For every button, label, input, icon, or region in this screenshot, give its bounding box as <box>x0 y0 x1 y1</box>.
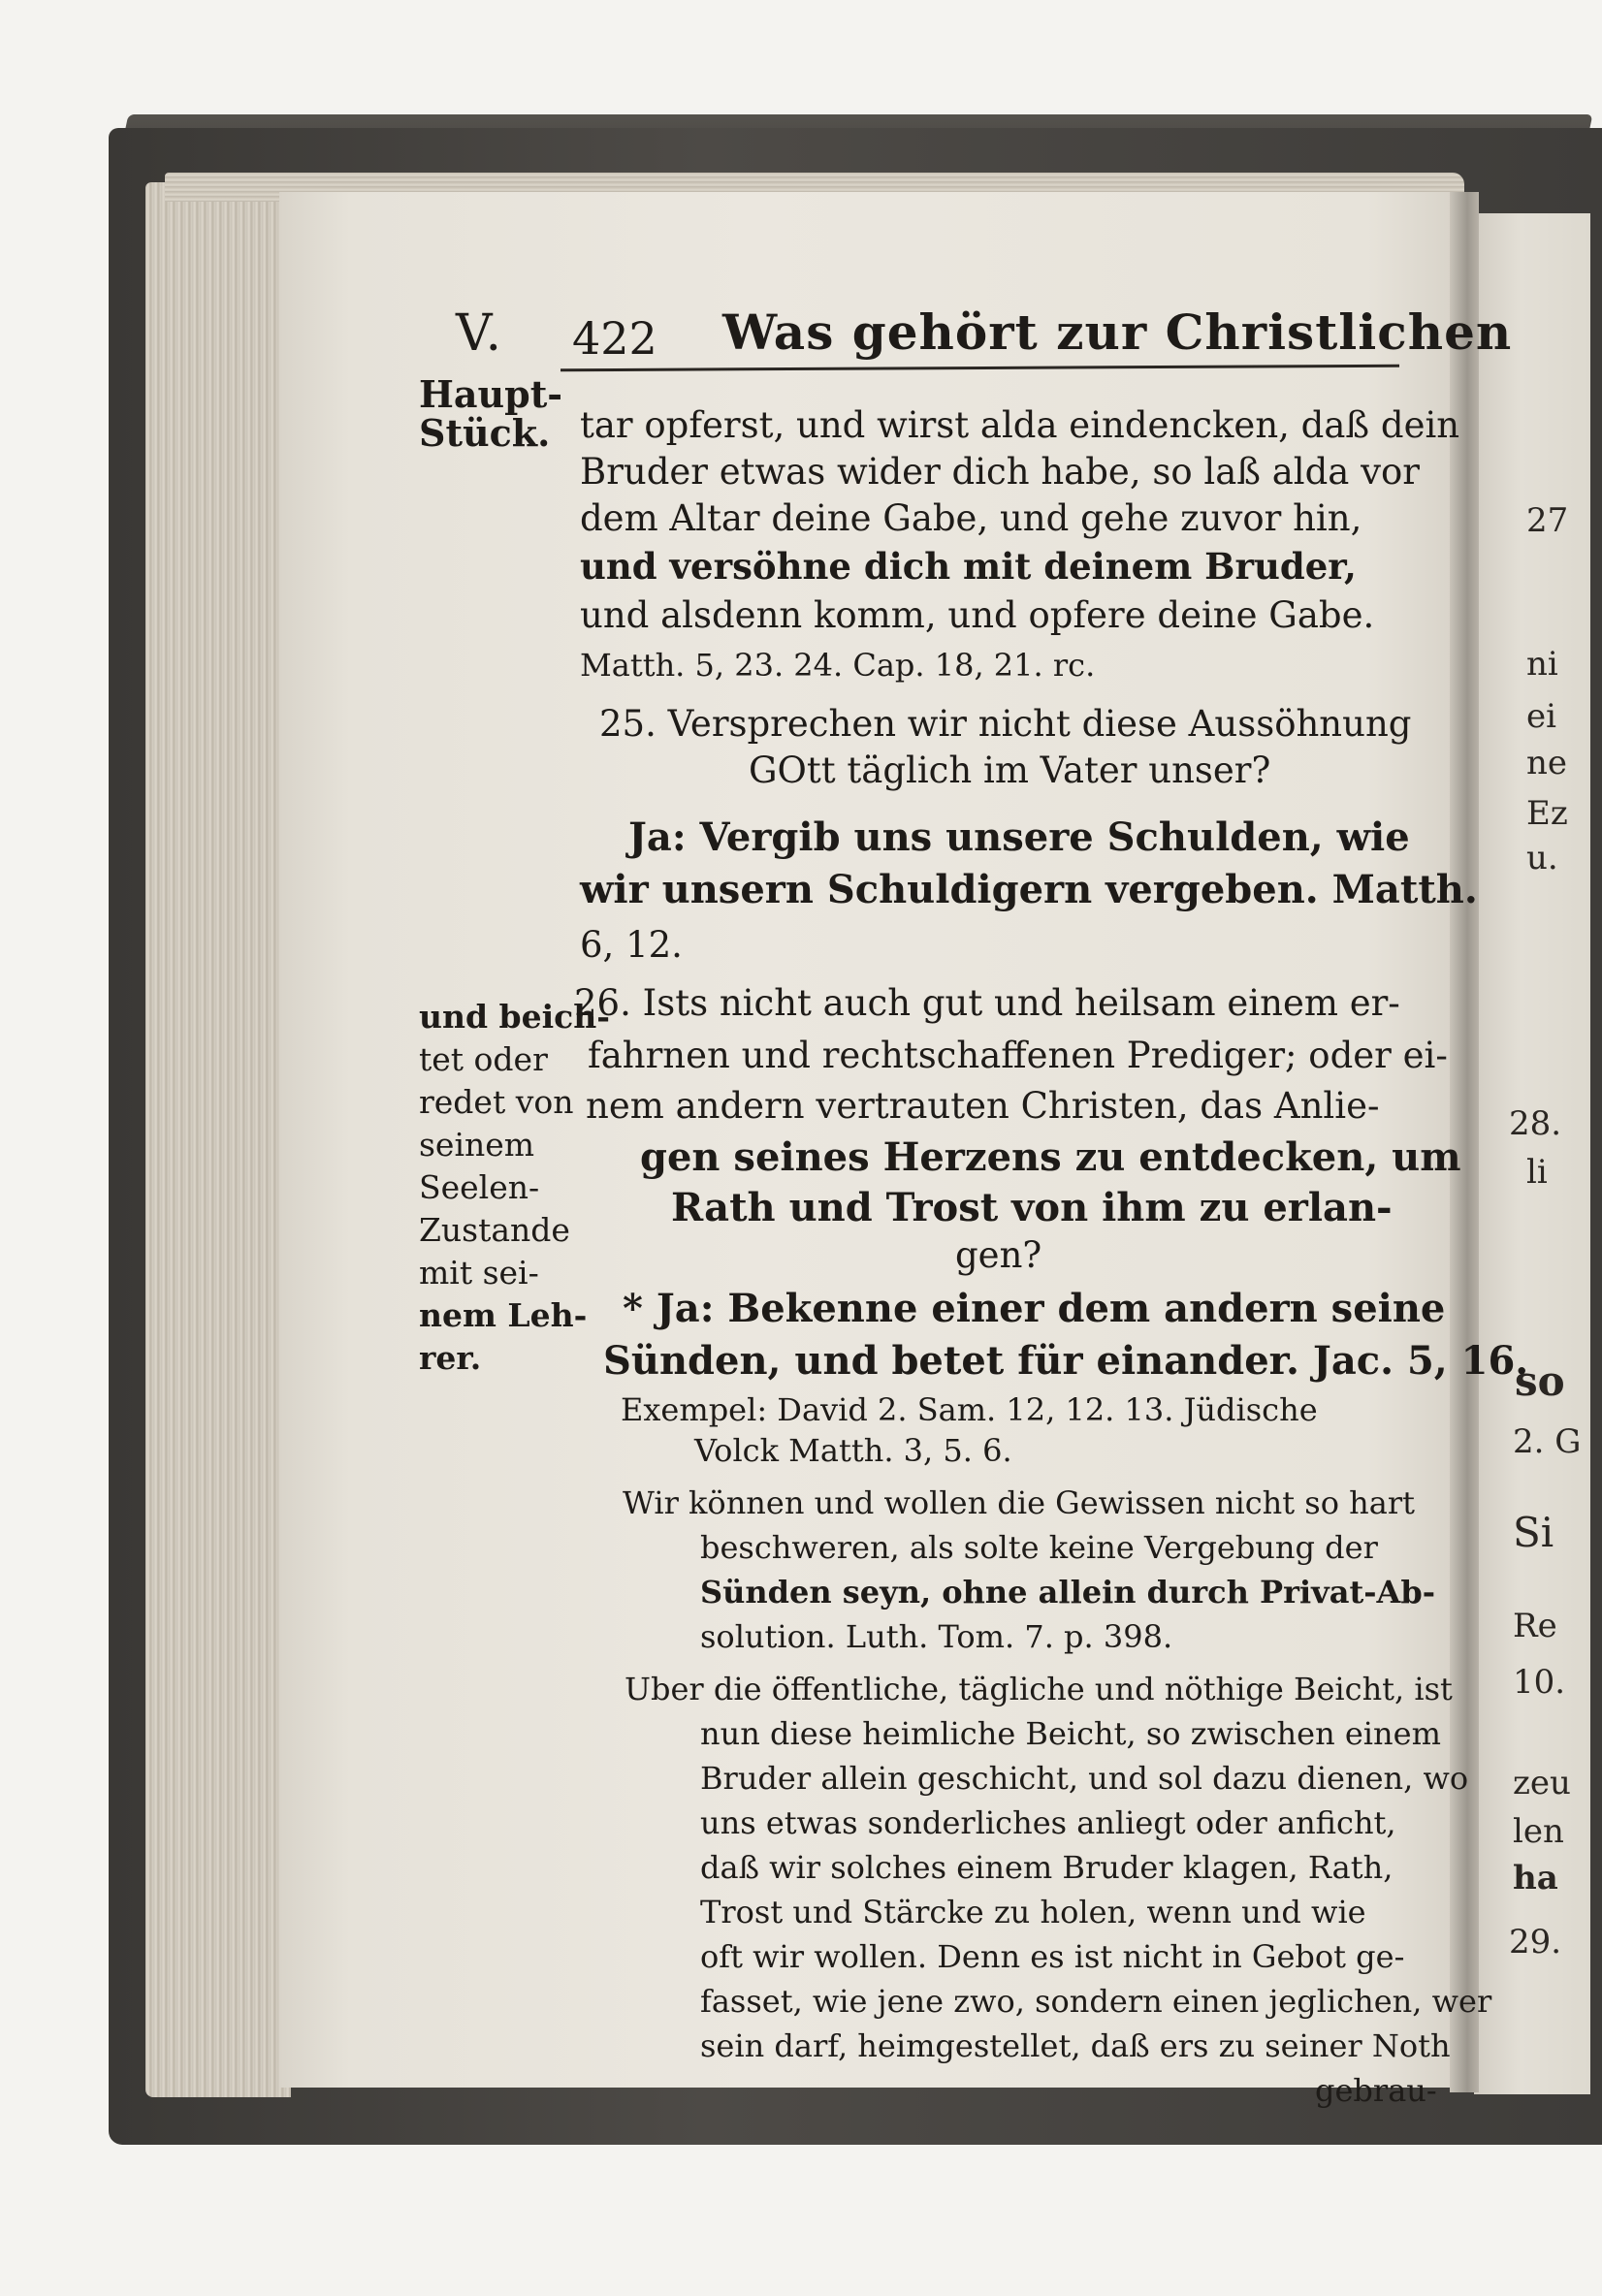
answer-26: * Ja: Bekenne einer dem andern seine <box>623 1286 1446 1331</box>
luther-quote: beschweren, als solte keine Vergebung der <box>700 1529 1378 1566</box>
example-line: Volck Matth. 3, 5. 6. <box>694 1432 1012 1469</box>
facing-page-fragment: len <box>1513 1812 1564 1851</box>
facing-page-fragment: 2. G <box>1513 1422 1582 1461</box>
facing-page-fragment: 29. <box>1509 1923 1562 1961</box>
margin-note-line: nem Leh- <box>419 1296 588 1334</box>
facing-page-fragment: u. <box>1526 839 1558 877</box>
facing-page-fragment: ne <box>1526 744 1568 782</box>
confession-text: oft wir wollen. Denn es ist nicht in Gebot ge- <box>700 1938 1405 1975</box>
facing-page-fragment: 28. <box>1509 1104 1562 1143</box>
question-25: 25. Versprechen wir nicht diese Aussöhnung <box>599 703 1412 745</box>
body-line: und alsdenn komm, und opfere deine Gabe. <box>580 594 1375 636</box>
confession-text: Uber die öffentliche, tägliche und nöthige Beicht, ist <box>625 1671 1453 1707</box>
body-line: dem Altar deine Gabe, und gehe zuvor hin, <box>580 497 1362 539</box>
facing-page-fragment: ei <box>1526 697 1556 736</box>
question-25: GOtt täglich im Vater unser? <box>749 749 1271 791</box>
question-26: Rath und Trost von ihm zu erlan- <box>671 1185 1393 1230</box>
confession-text: nun diese heimliche Beicht, so zwischen einem <box>700 1715 1441 1752</box>
margin-note-line: redet von <box>419 1083 574 1121</box>
question-26: gen seines Herzens zu entdecken, um <box>640 1134 1461 1180</box>
question-26: gen? <box>955 1234 1042 1276</box>
facing-page-fragment: 10. <box>1513 1663 1566 1702</box>
page-edges-side <box>145 182 291 2097</box>
facing-page-fragment: 27 <box>1526 501 1569 540</box>
confession-text: daß wir solches einem Bruder klagen, Rath, <box>700 1849 1394 1886</box>
margin-note-line: mit sei- <box>419 1254 539 1292</box>
facing-page-fragment: Ez <box>1526 794 1568 833</box>
margin-note-line: Haupt- <box>419 372 563 416</box>
page-number: 422 <box>572 312 657 365</box>
confession-text: Bruder allein geschicht, und sol dazu dienen, wo <box>700 1760 1469 1797</box>
question-26: nem andern vertrauten Christen, das Anlie- <box>586 1085 1380 1127</box>
body-line: tar opferst, und wirst alda eindencken, daß dein <box>580 404 1460 446</box>
margin-note-line: und beich- <box>419 998 610 1036</box>
body-line: und versöhne dich mit deinem Bruder, <box>580 545 1357 588</box>
luther-quote: solution. Luth. Tom. 7. p. 398. <box>700 1618 1173 1655</box>
facing-page-fragment: zeu <box>1513 1764 1571 1802</box>
confession-text: sein darf, heimgestellet, daß ers zu seiner Noth <box>700 2027 1451 2064</box>
chapter-roman-numeral: V. <box>456 304 503 363</box>
example-line: Exempel: David 2. Sam. 12, 12. 13. Jüdische <box>621 1391 1318 1428</box>
confession-text: uns etwas sonderliches anliegt oder anficht, <box>700 1804 1396 1841</box>
body-line: Bruder etwas wider dich habe, so laß alda vor <box>580 451 1420 493</box>
answer-26: Sünden, und betet für einander. Jac. 5, 16. <box>603 1338 1529 1384</box>
facing-page-fragment: ha <box>1513 1859 1558 1897</box>
facing-page-fragment: so <box>1515 1357 1565 1405</box>
margin-note-line: Seelen- <box>419 1168 540 1206</box>
running-title: Was gehört zur Christlichen <box>722 303 1513 361</box>
confession-text: Trost und Stärcke zu holen, wenn und wie <box>700 1894 1366 1930</box>
luther-quote: Wir können und wollen die Gewissen nicht so hart <box>623 1484 1415 1521</box>
facing-page-fragment: Si <box>1513 1509 1554 1556</box>
margin-note-line: Stück. <box>419 411 551 455</box>
confession-text: fasset, wie jene zwo, sondern einen jeglichen, wer <box>700 1983 1492 2020</box>
question-26: 26. Ists nicht auch gut und heilsam einem er- <box>574 982 1400 1024</box>
luther-quote: Sünden seyn, ohne allein durch Privat-Ab- <box>700 1574 1435 1610</box>
question-26: fahrnen und rechtschaffenen Prediger; oder ei- <box>588 1035 1448 1076</box>
margin-note-line: rer. <box>419 1339 482 1377</box>
facing-page-fragment: Re <box>1513 1607 1557 1645</box>
body-reference: Matth. 5, 23. 24. Cap. 18, 21. rc. <box>580 647 1096 684</box>
margin-note-line: Zustande <box>419 1211 570 1249</box>
margin-note-line: seinem <box>419 1126 535 1164</box>
answer-25: 6, 12. <box>580 924 683 966</box>
margin-note-line: tet oder <box>419 1040 548 1078</box>
facing-page-fragment: li <box>1526 1153 1548 1192</box>
facing-page-fragment: ni <box>1526 645 1558 684</box>
answer-25: Ja: Vergib uns unsere Schulden, wie <box>628 814 1410 860</box>
answer-25: wir unsern Schuldigern vergeben. Matth. <box>580 867 1478 912</box>
catchword: gebrau- <box>1315 2072 1437 2109</box>
